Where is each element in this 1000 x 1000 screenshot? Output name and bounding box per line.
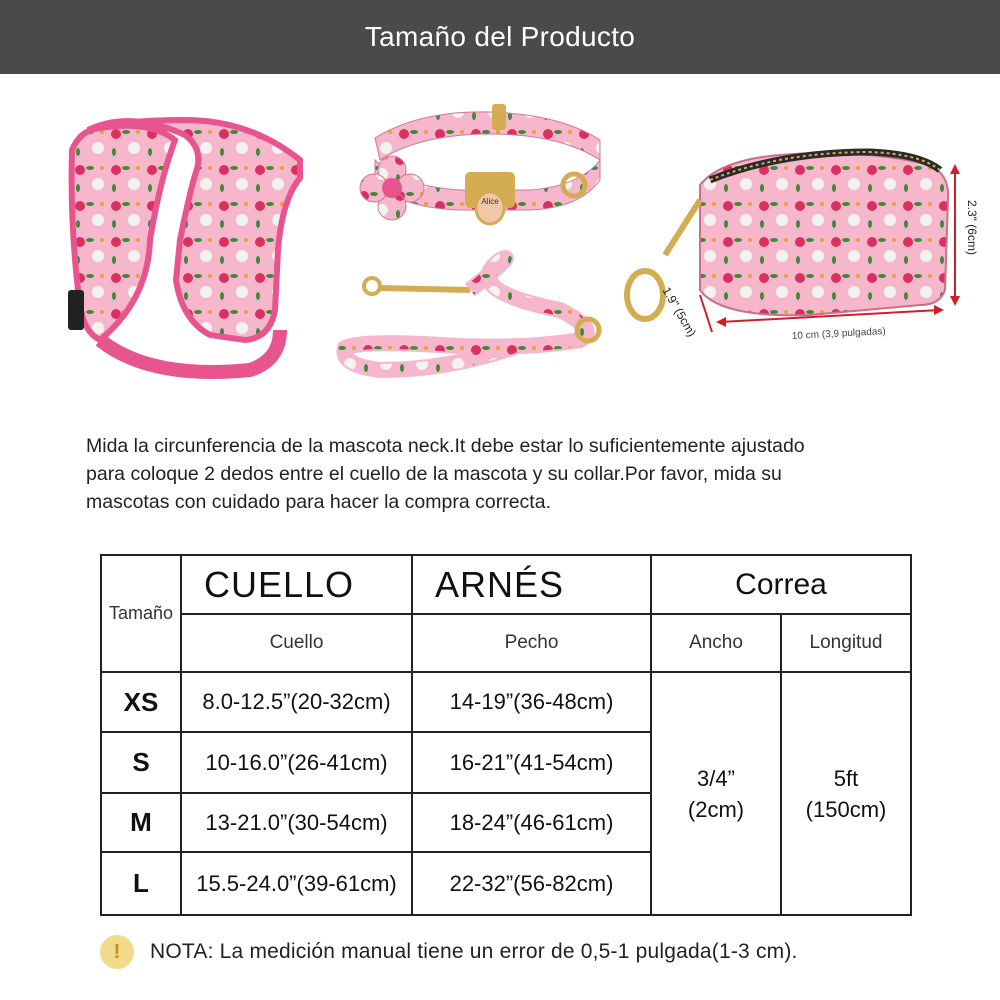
bag-height-label: 2.3" (6cm) bbox=[965, 200, 979, 255]
measurement-note bbox=[100, 934, 798, 970]
measurement-description bbox=[86, 432, 936, 516]
size-label: S bbox=[101, 732, 181, 793]
pecho-subheader: Pecho bbox=[412, 614, 651, 672]
size-label: M bbox=[101, 793, 181, 852]
pecho-value: 14-19”(36-48cm) bbox=[412, 672, 651, 732]
size-header: Tamaño bbox=[101, 555, 181, 672]
pecho-value: 18-24”(46-61cm) bbox=[412, 793, 651, 852]
bag-width-label: 10 cm (3,9 pulgadas) bbox=[791, 326, 886, 342]
size-label: XS bbox=[101, 672, 181, 732]
collar-image bbox=[360, 104, 600, 224]
correa-header: Correa bbox=[651, 555, 911, 614]
product-illustrations bbox=[0, 90, 1000, 400]
description-line: mascotas con cuidado para hacer la compra correcta. bbox=[86, 491, 551, 513]
leash-image bbox=[344, 258, 599, 370]
description-line: para coloque 2 dedos entre el cuello de la mascota y su collar.Por favor, mida su bbox=[86, 463, 782, 485]
product-images bbox=[0, 90, 1000, 400]
ancho-value bbox=[651, 672, 781, 915]
longitud-cm: (150cm) bbox=[805, 796, 887, 822]
table-row bbox=[101, 672, 911, 732]
tag-name: Alice bbox=[481, 197, 499, 206]
waste-bag-image bbox=[627, 152, 979, 342]
bag-depth-label: 1.9" (5cm) bbox=[659, 284, 699, 340]
longitud-feet: 5ft bbox=[833, 765, 859, 791]
cuello-value: 13-21.0”(30-54cm) bbox=[181, 793, 412, 852]
longitud-value bbox=[781, 672, 911, 915]
size-label: L bbox=[101, 852, 181, 915]
page-title: Tamaño del Producto bbox=[364, 21, 636, 52]
exclamation-icon: ! bbox=[100, 935, 134, 969]
arnes-header: ARNÉS bbox=[412, 555, 651, 614]
cuello-header: CUELLO bbox=[181, 555, 412, 614]
ancho-subheader: Ancho bbox=[651, 614, 781, 672]
harness-image bbox=[68, 120, 300, 372]
cuello-value: 8.0-12.5”(20-32cm) bbox=[181, 672, 412, 732]
longitud-subheader: Longitud bbox=[781, 614, 911, 672]
cuello-value: 15.5-24.0”(39-61cm) bbox=[181, 852, 412, 915]
size-table bbox=[100, 554, 912, 916]
description-line: Mida la circunferencia de la mascota neck.It debe estar lo suficientemente ajustado bbox=[86, 435, 805, 457]
note-text: NOTA: La medición manual tiene un error de 0,5-1 pulgada(1-3 cm). bbox=[150, 940, 798, 963]
pecho-value: 22-32”(56-82cm) bbox=[412, 852, 651, 915]
header-bar bbox=[0, 0, 1000, 74]
ancho-inches: 3/4” bbox=[697, 765, 735, 791]
pecho-value: 16-21”(41-54cm) bbox=[412, 732, 651, 793]
cuello-subheader: Cuello bbox=[181, 614, 412, 672]
cuello-value: 10-16.0”(26-41cm) bbox=[181, 732, 412, 793]
ancho-cm: (2cm) bbox=[687, 796, 745, 822]
